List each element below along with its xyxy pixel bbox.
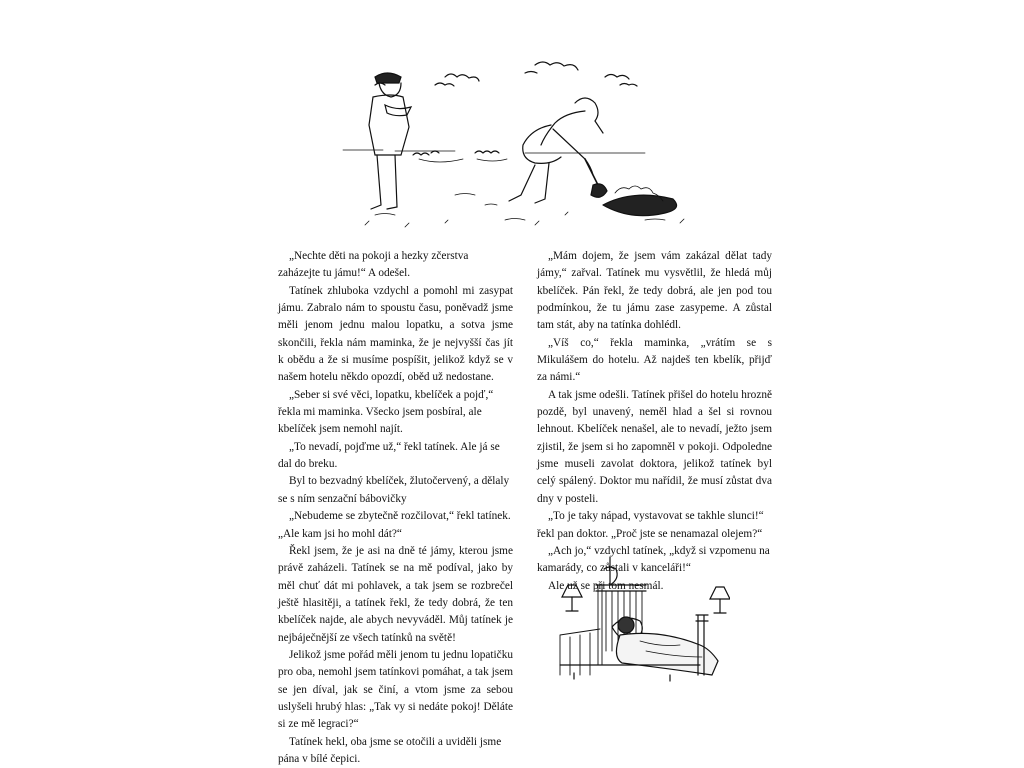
- paragraph: Tatínek hekl, oba jsme se otočili a uviděli jsme pána v bílé čepici.: [278, 735, 502, 765]
- paragraph: „Nechte děti na pokoji a hezky zčerstva zaházejte tu jámu!“ A odešel.: [278, 250, 469, 280]
- paragraph: „To nevadí, pojďme už,“ řekl tatínek. Ale já se dal do breku.: [278, 440, 500, 471]
- paragraph: A tak jsme odešli. Tatínek přišel do hotelu hrozně pozdě, byl unavený, neměl hlad a šel si rovnou lehnout. Kbelíček nenašel, ale to nevadí, ježto jsem zjistil, že jsem si ho zapomněl v pokoji. Odpoledne jsme museli zavolat doktora, jelikož tatínek byl celý spálený. Doktor mu nařídil, že musí zůstat dva dny v posteli.: [537, 388, 772, 505]
- paragraph: „Mám dojem, že jsem vám zakázal dělat tady jámy,“ zařval. Tatínek mu vysvětlil, že hledá můj kbelíček. Pán řekl, že tedy dobrá, ale jen pod tou podmínkou, že tu jámu zase zasypeme. A zůstal tam stát, aby na tatínka dohlédl.: [537, 250, 772, 332]
- beach-digging-illustration: [335, 55, 710, 235]
- paragraph: „Víš co,“ řekla maminka, „vrátím se s Mikulášem do hotelu. Až najdeš ten kbelík, přijď za námi.“: [537, 336, 772, 384]
- paragraph: Ale už se při tom nesmál.: [548, 579, 664, 592]
- paragraph: „Nebudeme se zbytečně rozčilovat,“ řekl tatínek. „Ale kam jsi ho mohl dát?“: [278, 510, 511, 540]
- paragraph: Tatínek zhluboka vzdychl a pomohl mi zasypat jámu. Zabralo nám to spoustu času, poněvadž jsme měli jenom jednu malou lopatku, a sotva jsme skončili, řekla nám maminka, že je nejvyšší čas jít k obědu a že si musíme pospíšit, jelikož když se v našem hotelu někdo opozdí, oběd už nedostane.: [278, 284, 513, 384]
- text-column-right: [537, 248, 772, 595]
- bed-illustration: [550, 555, 730, 685]
- paragraph: „Seber si své věci, lopatku, kbelíček a pojď,“ řekla mi maminka. Všecko jsem posbíral, ale kbelíček jsem nemohl najít.: [278, 388, 494, 436]
- paragraph: Jelikož jsme pořád měli jenom tu jednu lopatičku pro oba, nemohl jsem tatínkovi pomáhat, a tak jsem se jen díval, jak se činí, a vtom jsme za sebou uslyšeli hrubý hlas: „Tak vy si nedáte pokoj! Děláte si ze mě legraci?“: [278, 648, 513, 731]
- paragraph: Řekl jsem, že je asi na dně té jámy, kterou jsme právě zaházeli. Tatínek se na mě podíval, jako by měl chuť dát mi pohlavek, a tak jsem se rozbrečel ještě hlasitěji, a tatínek řekl, že tedy dobrá, že ten kbelíček najde, ale abych nevyváděl. Můj tatínek je nejbáječnější ze všech tatínků na světě!: [278, 544, 513, 644]
- paragraph: „Ach jo,“ vzdychl tatínek, „když si vzpomenu na kamarády, co zůstali v kanceláři!“: [537, 544, 770, 575]
- text-column-left: [278, 248, 513, 768]
- paragraph: „To je taky nápad, vystavovat se takhle slunci!“ řekl pan doktor. „Proč jste se nenamazal olejem?“: [537, 510, 764, 540]
- paragraph: Byl to bezvadný kbelíček, žlutočervený, a dělaly se s ním senzační bábovičky: [278, 475, 510, 505]
